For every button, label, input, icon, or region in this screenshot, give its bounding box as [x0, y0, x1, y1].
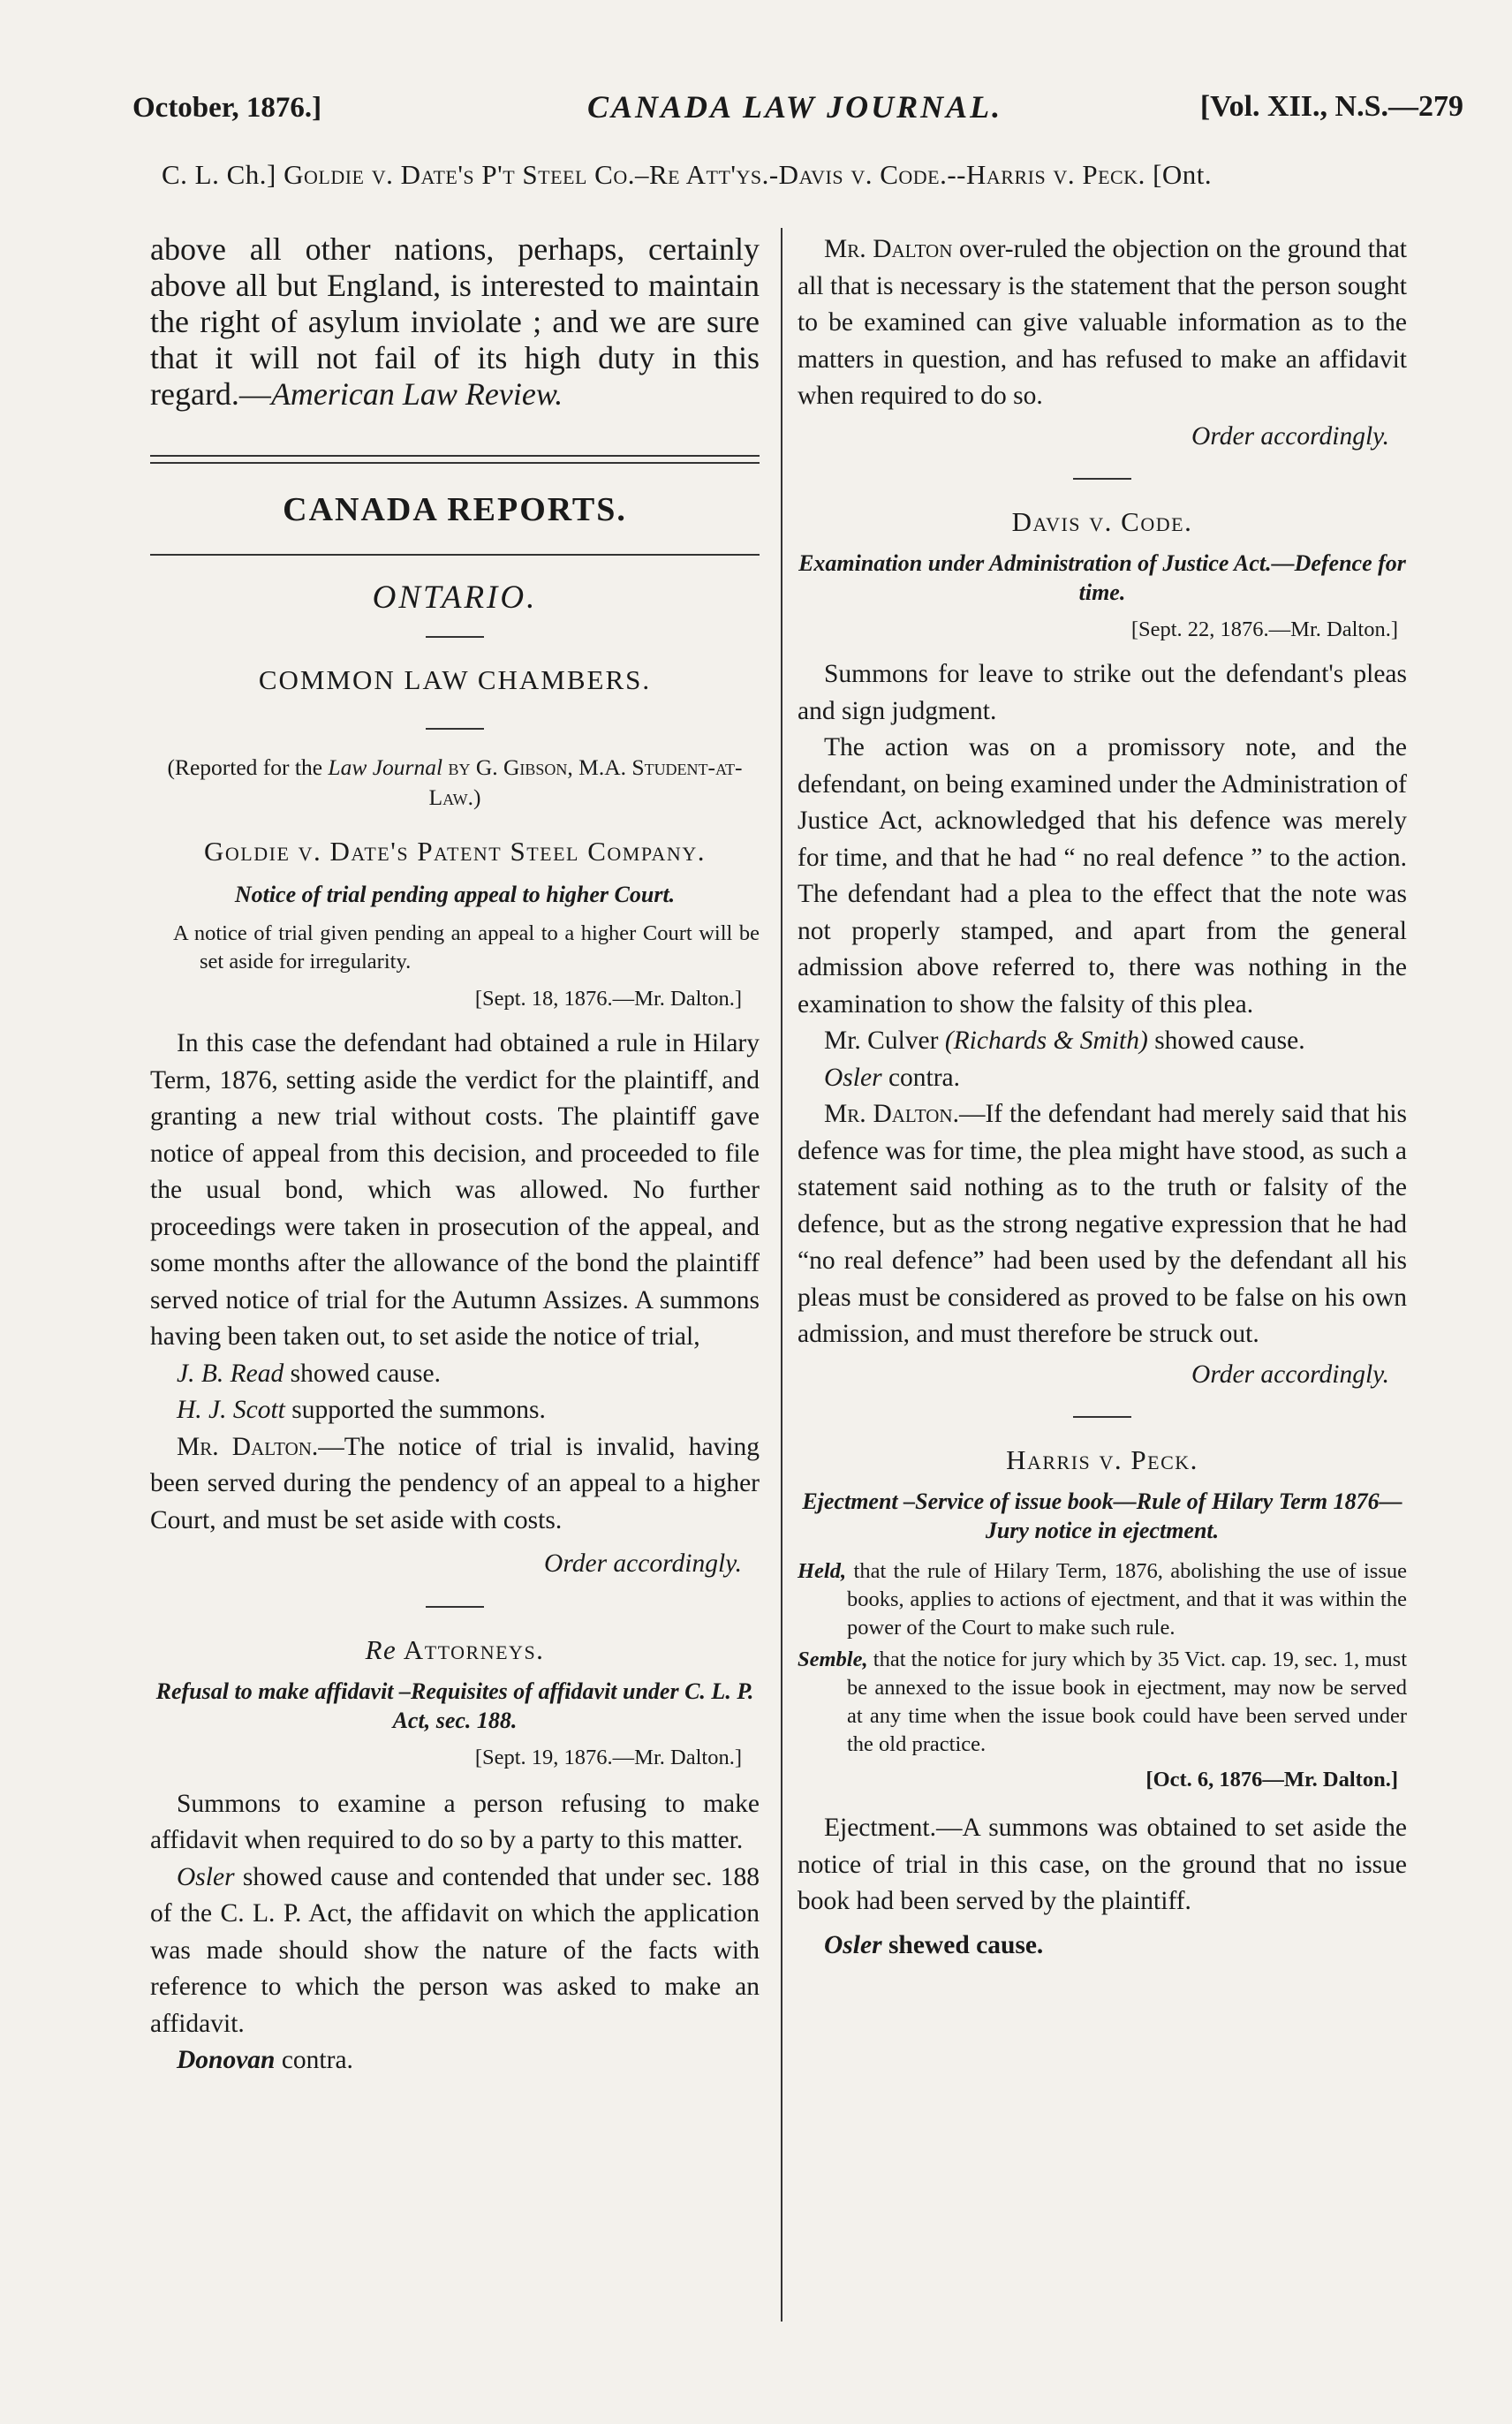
short-rule: [426, 1606, 484, 1608]
order-line: Order accordingly.: [1191, 421, 1389, 451]
short-rule: [1073, 1416, 1131, 1418]
case-body: Summons for leave to strike out the defendant's pleas and sign judgment.: [798, 660, 1407, 725]
section-rule-bottom: [150, 554, 760, 556]
right-column: [798, 231, 1407, 1964]
article-continuation: above all other nations, perhaps, certainly above all but England, is interested to maintain the right of asylum inviolate ; and we are sure that it will not fail of its high duty in this regard.—American Law Review.: [150, 231, 760, 412]
counsel-line: Donovan contra.: [177, 2046, 353, 2074]
counsel-line: H. J. Scott supported the summons.: [177, 1396, 546, 1424]
counsel-argument: Osler showed cause and contended that under sec. 188 of the C. L. P. Act, the affidavit on which the application was made should show the nature of the facts with reference to which the person was asked to make an affidavit.: [150, 1862, 760, 2038]
case-body: In this case the defendant had obtained a rule in Hilary Term, 1876, setting aside the verdict for the plaintiff, and granting a new trial without costs. The plaintiff gave notice of appeal from this decision, and proceeded to file the usual bond, which was allowed. No further proceedings were taken in prosecution of the appeal, and some months after the allowance of the bond the plaintiff served notice of trial for the Autumn Assizes. A summons having been taken out, to set aside the notice of trial,: [150, 1029, 760, 1351]
case-title-goldie: Goldie v. Date's Patent Steel Company.: [204, 836, 706, 867]
short-rule: [426, 636, 484, 638]
province-title: ONTARIO.: [372, 579, 538, 616]
volume-page: [Vol. XII., N.S.—279: [1199, 90, 1463, 123]
case-headnote: Refusal to make affidavit –Requisites of affidavit under C. L. P. Act, sec. 188.: [155, 1678, 754, 1733]
case-body: Summons to examine a person refusing to make affidavit when required to do so by a party to this matter.: [150, 1789, 760, 1854]
case-date: [Sept. 19, 1876.—Mr. Dalton.]: [474, 1745, 742, 1769]
reporter-note: (Reported for the Law Journal by G. Gibson, M.A. Student-at-Law.): [167, 754, 743, 810]
case-semble: Semble, that the notice for jury which by 35 Vict. cap. 19, sec. 1, must be annexed to the issue book in ejectment, may now be served at any time when the issue book could have been served under the old practice.: [798, 1648, 1407, 1756]
counsel-line: Mr. Culver (Richards & Smith) showed cause.: [824, 1026, 1305, 1055]
judgment: Mr. Dalton over-ruled the objection on the ground that all that is necessary is the statement that the person sought to be examined can give valuable information as to the matters in question, and has refused to make an affidavit when required to do so.: [798, 235, 1407, 410]
order-line: Order accordingly.: [1191, 1360, 1389, 1389]
case-title-harris: Harris v. Peck.: [1006, 1444, 1198, 1475]
short-rule: [1073, 478, 1131, 480]
judgment: Mr. Dalton.—If the defendant had merely said that his defence was for time, the plea might have stood, as such a statement said nothing as to the truth or falsity of the defence, but as the strong negative expression that he had “no real defence” had been used by the defendant all his pleas must be considered as proved to be false on his own admission, and must therefore be struck out.: [798, 1100, 1408, 1348]
issue-date: October, 1876.]: [132, 92, 322, 124]
column-divider: [781, 228, 782, 2322]
order-line: Order accordingly.: [544, 1549, 742, 1578]
case-headnote: Notice of trial pending appeal to higher Court.: [234, 882, 676, 907]
counsel-line: Osler shewed cause.: [824, 1930, 1044, 1959]
province-abbrev: [Ont.: [1153, 159, 1213, 190]
short-rule: [426, 728, 484, 730]
case-body: Ejectment.—A summons was obtained to set aside the notice of trial in this case, on the ground that no issue book had been served by the plaintiff.: [798, 1814, 1407, 1915]
court-abbrev: C. L. Ch.]: [162, 159, 276, 190]
judgment: Mr. Dalton.—The notice of trial is invalid, having been served during the pendency of an appeal to a higher Court, and must be set aside with costs.: [150, 1432, 760, 1534]
case-headnote: Examination under Administration of Justice Act.—Defence for time.: [798, 550, 1406, 605]
journal-title: CANADA LAW JOURNAL.: [587, 89, 1003, 125]
court-title: COMMON LAW CHAMBERS.: [258, 664, 652, 695]
case-title-davis: Davis v. Code.: [1011, 506, 1193, 537]
case-list: Goldie v. Date's P't Steel Co.–Re Att'ys.-Davis v. Code.--Harris v. Peck.: [284, 159, 1145, 190]
running-head: [132, 88, 1463, 134]
section-rule: [150, 455, 760, 464]
case-date: [Sept. 22, 1876.—Mr. Dalton.]: [1130, 617, 1398, 641]
counsel-line: Osler contra.: [824, 1063, 961, 1092]
case-subhead: [162, 159, 1486, 191]
case-holding: A notice of trial given pending an appeal to a higher Court will be set aside for irregularity.: [173, 921, 760, 973]
case-date: [Oct. 6, 1876—Mr. Dalton.]: [1145, 1768, 1398, 1791]
case-headnote: Ejectment –Service of issue book—Rule of Hilary Term 1876—Jury notice in ejectment.: [802, 1488, 1402, 1543]
article-source: American Law Review.: [270, 376, 563, 412]
counsel-line: J. B. Read showed cause.: [177, 1359, 441, 1388]
left-column: [150, 231, 760, 2079]
section-title: CANADA REPORTS.: [283, 491, 627, 528]
case-date: [Sept. 18, 1876.—Mr. Dalton.]: [474, 987, 742, 1011]
case-held: Held, that the rule of Hilary Term, 1876, abolishing the use of issue books, applies to actions of ejectment, and that it was within the power of the Court to make such rule.: [798, 1559, 1407, 1640]
case-title-attorneys: Re Attorneys.: [365, 1633, 545, 1665]
case-body: The action was on a promissory note, and the defendant, on being examined under the Administration of Justice Act, acknowledged that his defence was merely for time, and that he had “ no real defence ” to the action. The defendant had a plea to the effect that the note was not properly stamped, and apart from the general admission above referred to, there was nothing in the examination to show the falsity of this plea.: [798, 733, 1407, 1019]
